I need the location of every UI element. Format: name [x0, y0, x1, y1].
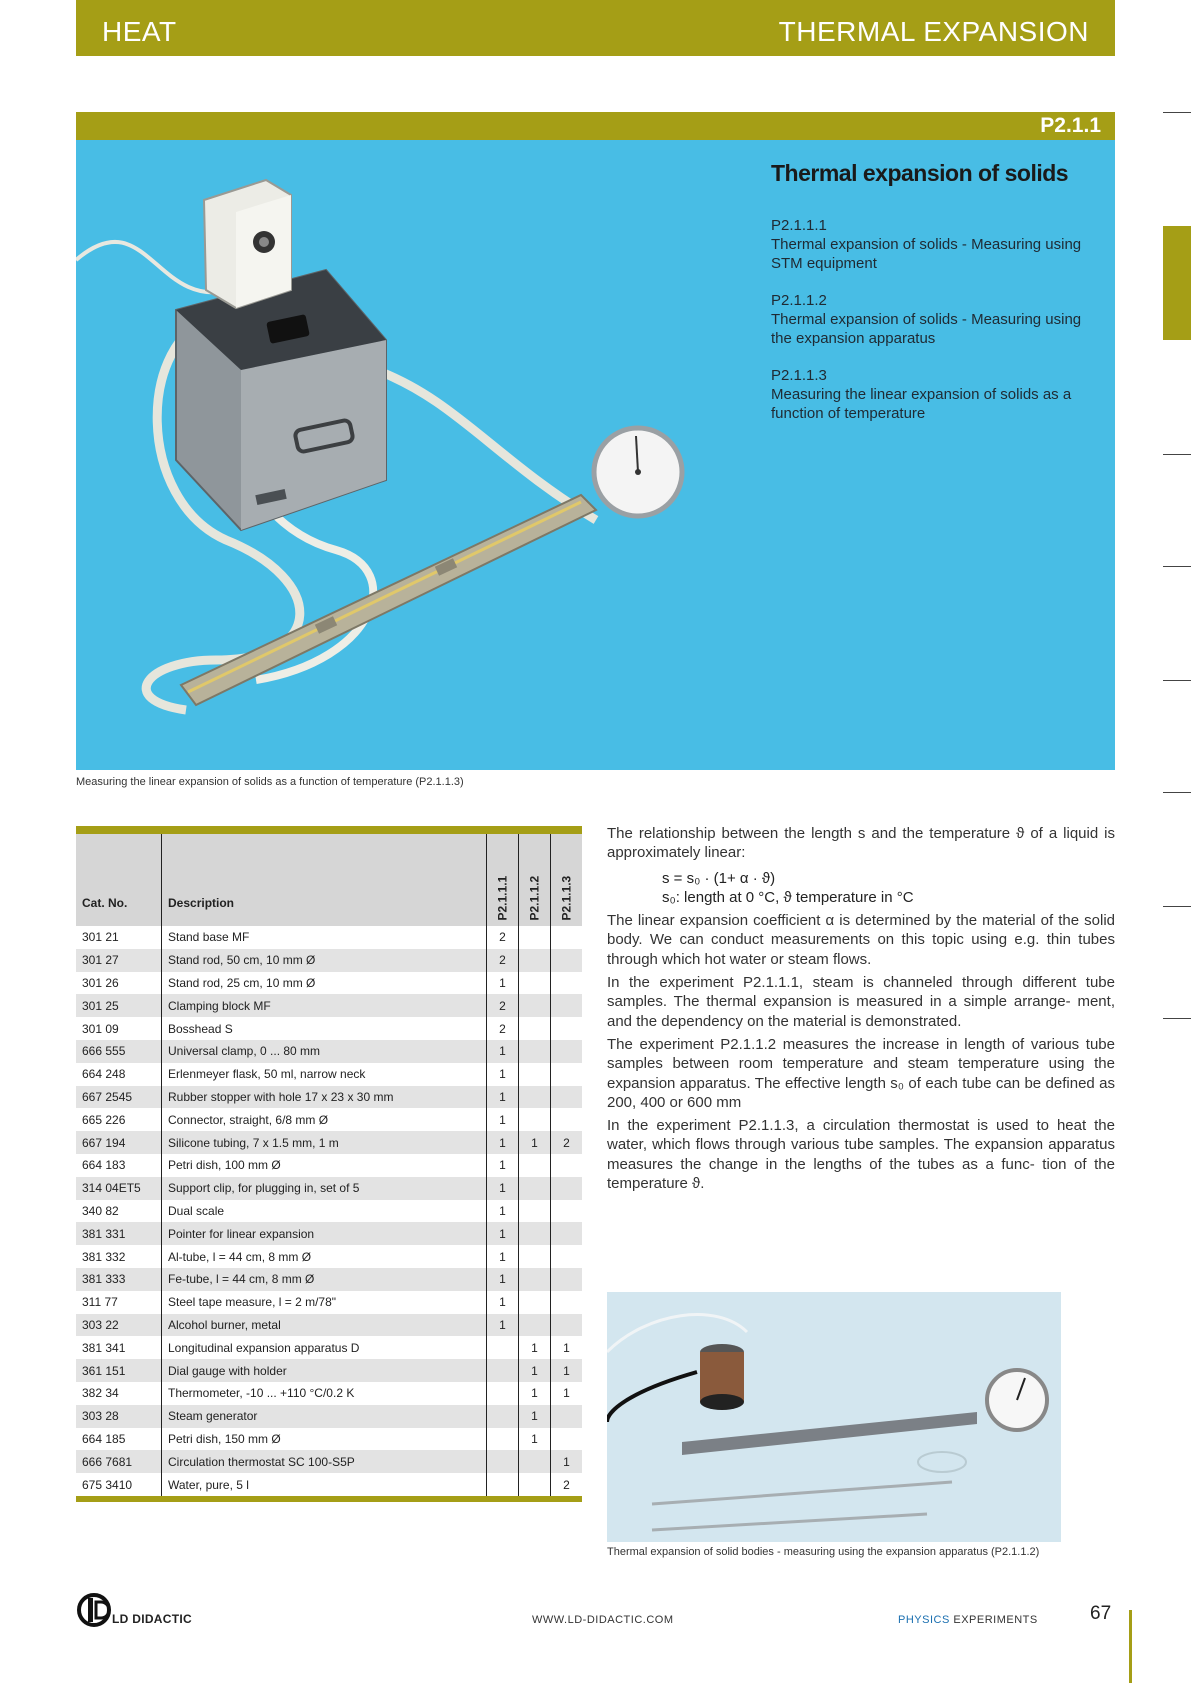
experiment-code: P2.1.1.2 — [771, 292, 827, 309]
cat-cell: 667 194 — [76, 1131, 162, 1154]
cat-cell: 301 27 — [76, 949, 162, 972]
cat-cell: 675 3410 — [76, 1473, 162, 1496]
qty-cell: 1 — [551, 1450, 583, 1473]
experiment-title-text: Thermal expansion of solids - Measuring using the expansion apparatus — [771, 311, 1082, 347]
desc-cell: Petri dish, 100 mm Ø — [162, 1154, 487, 1177]
table-row — [76, 1405, 582, 1428]
qty-cell — [487, 1405, 519, 1428]
qty-cell: 1 — [487, 1108, 519, 1131]
qty-cell — [519, 1291, 551, 1314]
section-code: P2.1.1 — [1040, 114, 1101, 137]
table-row — [76, 1450, 582, 1473]
experiment-item — [771, 366, 1091, 423]
cat-cell: 381 331 — [76, 1222, 162, 1245]
col-exp1-header — [487, 834, 519, 926]
desc-cell: Water, pure, 5 l — [162, 1473, 487, 1496]
desc-cell: Circulation thermostat SC 100-S5P — [162, 1450, 487, 1473]
qty-cell — [519, 1177, 551, 1200]
experiment-item — [771, 291, 1091, 348]
header-chapter: HEAT — [102, 16, 177, 47]
table-row — [76, 1222, 582, 1245]
col-exp2-header — [519, 834, 551, 926]
cat-cell: 361 151 — [76, 1359, 162, 1382]
experiment-item — [771, 216, 1091, 273]
formula — [662, 869, 1115, 908]
equipment-table — [76, 826, 582, 1502]
tube-right — [376, 370, 596, 520]
qty-cell — [551, 1291, 583, 1314]
qty-cell: 1 — [519, 1131, 551, 1154]
expansion-apparatus-photo — [607, 1292, 1061, 1542]
cat-cell: 301 09 — [76, 1017, 162, 1040]
equipment-grid — [76, 834, 582, 1496]
table-row — [76, 1291, 582, 1314]
desc-cell: Clamping block MF — [162, 994, 487, 1017]
desc-cell: Bosshead S — [162, 1017, 487, 1040]
qty-cell — [519, 1450, 551, 1473]
table-row — [76, 1382, 582, 1405]
qty-cell — [551, 994, 583, 1017]
qty-cell: 2 — [487, 994, 519, 1017]
qty-cell — [551, 1086, 583, 1109]
header-bar — [76, 0, 1115, 56]
qty-cell: 2 — [487, 1017, 519, 1040]
header-topic: THERMAL EXPANSION — [778, 16, 1089, 47]
col-exp3-label: P2.1.1.3 — [559, 875, 574, 921]
side-tick — [1163, 680, 1191, 681]
qty-cell — [519, 972, 551, 995]
qty-cell — [487, 1382, 519, 1405]
table-row — [76, 1086, 582, 1109]
cat-cell: 382 34 — [76, 1382, 162, 1405]
side-tick — [1163, 566, 1191, 567]
cat-cell: 666 555 — [76, 1040, 162, 1063]
qty-cell — [551, 1154, 583, 1177]
qty-cell — [551, 1200, 583, 1223]
desc-cell: Stand base MF — [162, 926, 487, 949]
desc-cell: Stand rod, 25 cm, 10 mm Ø — [162, 972, 487, 995]
desc-cell: Thermometer, -10 ... +110 °C/0.2 K — [162, 1382, 487, 1405]
table-row — [76, 1268, 582, 1291]
paragraph: The experiment P2.1.1.2 measures the increase in length of various tube samples between room temperature and steam temperature using the expansion apparatus. The effective length s₀ of each tube can be defined as 200, 400 or 600 mm — [607, 1035, 1115, 1111]
desc-cell: Steam generator — [162, 1405, 487, 1428]
desc-cell: Connector, straight, 6/8 mm Ø — [162, 1108, 487, 1131]
table-row — [76, 1359, 582, 1382]
table-row — [76, 972, 582, 995]
table-row — [76, 926, 582, 949]
table-row — [76, 1336, 582, 1359]
desc-cell: Petri dish, 150 mm Ø — [162, 1428, 487, 1451]
table-header-row — [76, 834, 582, 926]
qty-cell — [487, 1359, 519, 1382]
qty-cell: 1 — [487, 1314, 519, 1337]
ld-logo-icon — [76, 1588, 116, 1628]
footer-experiments: EXPERIMENTS — [953, 1614, 1038, 1626]
desc-cell: Erlenmeyer flask, 50 ml, narrow neck — [162, 1063, 487, 1086]
table-row — [76, 994, 582, 1017]
table-row — [76, 1131, 582, 1154]
dial-pivot — [635, 469, 641, 475]
table-row — [76, 1473, 582, 1496]
desc-cell: Fe-tube, l = 44 cm, 8 mm Ø — [162, 1268, 487, 1291]
knob-center — [259, 237, 269, 247]
qty-cell: 2 — [487, 926, 519, 949]
footer-accent-rule — [1129, 1610, 1132, 1683]
qty-cell — [487, 1450, 519, 1473]
qty-cell: 1 — [551, 1359, 583, 1382]
cat-cell: 666 7681 — [76, 1450, 162, 1473]
qty-cell — [519, 1154, 551, 1177]
qty-cell: 1 — [519, 1382, 551, 1405]
experiment-title-text: Measuring the linear expansion of solids as a function of temperature — [771, 386, 1072, 422]
experiment-list — [771, 216, 1091, 441]
qty-cell: 1 — [487, 1063, 519, 1086]
qty-cell — [551, 1040, 583, 1063]
table-body — [76, 926, 582, 1496]
qty-cell — [551, 1017, 583, 1040]
desc-cell: Steel tape measure, l = 2 m/78" — [162, 1291, 487, 1314]
cat-cell: 667 2545 — [76, 1086, 162, 1109]
qty-cell — [519, 1268, 551, 1291]
cat-cell: 301 25 — [76, 994, 162, 1017]
qty-cell: 2 — [563, 1477, 570, 1492]
table-row — [76, 1017, 582, 1040]
qty-cell — [551, 1428, 583, 1451]
desc-cell: Dial gauge with holder — [162, 1359, 487, 1382]
desc-cell: Silicone tubing, 7 x 1.5 mm, 1 m — [162, 1131, 487, 1154]
qty-cell: 1 — [519, 1405, 551, 1428]
qty-cell — [519, 1314, 551, 1337]
qty-cell — [487, 1428, 519, 1451]
side-tick — [1163, 112, 1191, 113]
col-exp3-header — [551, 834, 583, 926]
table-row — [76, 1063, 582, 1086]
qty-cell — [551, 1314, 583, 1337]
cat-cell: 303 28 — [76, 1405, 162, 1428]
qty-cell — [551, 1268, 583, 1291]
qty-cell — [519, 1108, 551, 1131]
footer-url[interactable]: WWW.LD-DIDACTIC.COM — [532, 1614, 674, 1626]
cat-cell: 664 248 — [76, 1063, 162, 1086]
page-number: 67 — [1090, 1603, 1112, 1624]
steam-gen-base — [700, 1394, 744, 1410]
cat-cell: 301 21 — [76, 926, 162, 949]
paragraph: The linear expansion coefficient α is determined by the material of the solid body. We can conduct measurements on this topic using e.g. thin tubes through which hot water or steam flows. — [607, 912, 1115, 968]
qty-cell — [519, 926, 551, 949]
qty-cell — [519, 1222, 551, 1245]
section-bar — [76, 112, 1115, 140]
experiment-title-text: Thermal expansion of solids - Measuring using STM equipment — [771, 236, 1082, 272]
col-exp1-label: P2.1.1.1 — [495, 875, 510, 921]
qty-cell — [551, 1405, 583, 1428]
sample-tube — [188, 502, 581, 692]
table-row — [76, 949, 582, 972]
logo-l — [88, 1598, 93, 1622]
experiment-code: P2.1.1.1 — [771, 217, 827, 234]
table-row — [76, 1040, 582, 1063]
qty-cell: 1 — [487, 1086, 519, 1109]
table-top-rule — [76, 826, 582, 834]
col-cat-header: Cat. No. — [76, 834, 162, 926]
qty-cell — [551, 1177, 583, 1200]
qty-cell — [551, 972, 583, 995]
qty-cell: 2 — [487, 949, 519, 972]
formula-equation: s = s₀ · (1+ α · ϑ) — [662, 869, 776, 887]
qty-cell: 1 — [519, 1336, 551, 1359]
qty-cell: 1 — [487, 1154, 519, 1177]
qty-cell — [519, 1473, 551, 1496]
qty-cell: 1 — [563, 1386, 570, 1401]
qty-cell: 1 — [519, 1428, 551, 1451]
desc-cell: Longitudinal expansion apparatus D — [162, 1336, 487, 1359]
logo-text: LD DIDACTIC — [112, 1612, 192, 1626]
qty-cell — [519, 1017, 551, 1040]
cat-cell: 665 226 — [76, 1108, 162, 1131]
desc-cell: Pointer for linear expansion — [162, 1222, 487, 1245]
hero-caption: Measuring the linear expansion of solids as a function of temperature (P2.1.1.3) — [76, 776, 464, 788]
col-desc-header: Description — [162, 834, 487, 926]
qty-cell: 1 — [487, 1177, 519, 1200]
side-tick — [1163, 792, 1191, 793]
cat-cell: 381 341 — [76, 1336, 162, 1359]
qty-cell — [487, 1473, 519, 1496]
qty-cell: 1 — [487, 1200, 519, 1223]
side-tick — [1163, 1018, 1191, 1019]
qty-cell — [519, 994, 551, 1017]
desc-cell: Support clip, for plugging in, set of 5 — [162, 1177, 487, 1200]
formula-note: s₀: length at 0 °C, ϑ temperature in °C — [662, 888, 914, 906]
cat-cell: 664 183 — [76, 1154, 162, 1177]
qty-cell — [519, 1245, 551, 1268]
qty-cell — [551, 1108, 583, 1131]
cat-cell: 314 04ET5 — [76, 1177, 162, 1200]
qty-cell: 1 — [563, 1340, 570, 1355]
ld-didactic-logo[interactable] — [76, 1588, 216, 1628]
cat-cell: 381 333 — [76, 1268, 162, 1291]
qty-cell — [519, 1086, 551, 1109]
desc-cell: Rubber stopper with hole 17 x 23 x 30 mm — [162, 1086, 487, 1109]
desc-cell: Al-tube, l = 44 cm, 8 mm Ø — [162, 1245, 487, 1268]
qty-cell: 1 — [487, 972, 519, 995]
experiment-code: P2.1.1.3 — [771, 367, 827, 384]
table-row — [76, 1177, 582, 1200]
cat-cell: 303 22 — [76, 1314, 162, 1337]
cat-cell: 340 82 — [76, 1200, 162, 1223]
footer-section-label — [898, 1614, 1038, 1626]
paragraph: In the experiment P2.1.1.3, a circulation thermostat is used to heat the water, which flows through various tube samples. The expansion apparatus measures the change in the lengths of the tubes as a func- tion of the temperature ϑ. — [607, 1117, 1115, 1193]
qty-cell: 1 — [487, 1268, 519, 1291]
qty-cell: 1 — [487, 1040, 519, 1063]
qty-cell: 1 — [487, 1291, 519, 1314]
qty-cell — [519, 1063, 551, 1086]
cat-cell: 381 332 — [76, 1245, 162, 1268]
qty-cell: 1 — [519, 1359, 551, 1382]
photo2-drawing — [607, 1292, 1061, 1542]
col-exp2-label: P2.1.1.2 — [527, 875, 542, 921]
experiment-title: Thermal expansion of solids — [771, 160, 1069, 186]
table-row — [76, 1108, 582, 1131]
hero-panel — [76, 140, 1115, 770]
desc-cell: Dual scale — [162, 1200, 487, 1223]
table-row — [76, 1245, 582, 1268]
paragraph: The relationship between the length s and the temperature ϑ of a liquid is approximately linear: — [607, 825, 1115, 862]
table-row — [76, 1428, 582, 1451]
qty-cell: 1 — [487, 1222, 519, 1245]
desc-cell: Alcohol burner, metal — [162, 1314, 487, 1337]
side-chapter-tab — [1163, 226, 1191, 340]
qty-cell — [487, 1336, 519, 1359]
qty-cell: 1 — [487, 1131, 519, 1154]
logo-ring — [79, 1595, 109, 1625]
cat-cell: 301 26 — [76, 972, 162, 995]
desc-cell: Stand rod, 50 cm, 10 mm Ø — [162, 949, 487, 972]
cat-cell: 664 185 — [76, 1428, 162, 1451]
footer-physics: PHYSICS — [898, 1614, 950, 1626]
qty-cell — [551, 926, 583, 949]
qty-cell — [519, 1040, 551, 1063]
qty-cell — [551, 949, 583, 972]
table-row — [76, 1154, 582, 1177]
side-tick — [1163, 906, 1191, 907]
qty-cell — [519, 949, 551, 972]
cat-cell: 311 77 — [76, 1291, 162, 1314]
qty-cell — [551, 1063, 583, 1086]
body-text — [607, 824, 1115, 1197]
table-row — [76, 1200, 582, 1223]
photo2-caption: Thermal expansion of solid bodies - measuring using the expansion apparatus (P2.1.1.2) — [607, 1546, 1040, 1558]
desc-cell: Universal clamp, 0 ... 80 mm — [162, 1040, 487, 1063]
table-row — [76, 1314, 582, 1337]
side-tick — [1163, 454, 1191, 455]
table-bottom-rule — [76, 1496, 582, 1502]
qty-cell — [551, 1222, 583, 1245]
qty-cell: 1 — [487, 1245, 519, 1268]
qty-cell — [551, 1245, 583, 1268]
qty-cell — [519, 1200, 551, 1223]
qty-cell: 2 — [551, 1131, 583, 1154]
paragraph: In the experiment P2.1.1.1, steam is channeled through different tube samples. The thermal expansion is measured in a simple arrange- ment, and the dependency on the material is demonstrated. — [607, 974, 1115, 1030]
